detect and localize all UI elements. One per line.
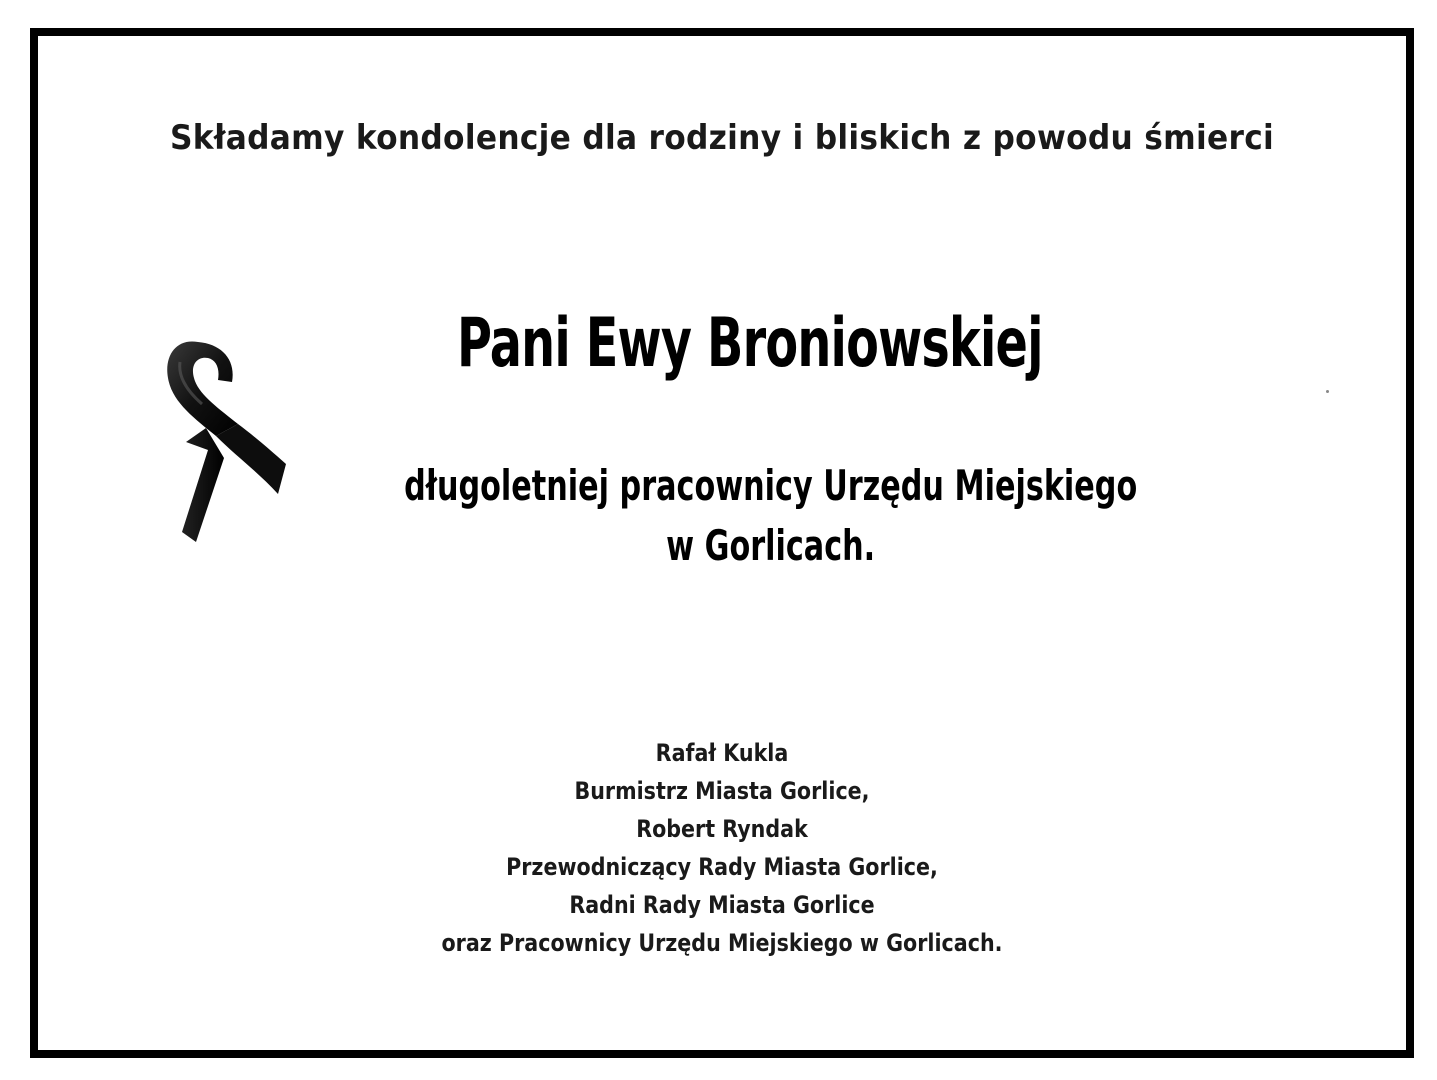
role-line-2: w Gorlicach.: [666, 521, 876, 570]
signatories-block: [134, 734, 1310, 962]
role-line-1: długoletniej pracownicy Urzędu Miejskiego: [404, 461, 1138, 510]
signatory-line: Rafał Kukla: [655, 739, 789, 767]
condolence-header: Składamy kondolencje dla rodziny i bliskich z powodu śmierci: [169, 118, 1275, 158]
signatory-line: Przewodniczący Rady Miasta Gorlice,: [506, 853, 938, 881]
condolence-card-frame: [30, 28, 1414, 1058]
signatory-line: Radni Rady Miasta Gorlice: [569, 891, 875, 919]
signatory-line: Robert Ryndak: [636, 815, 808, 843]
signatory-line: Burmistrz Miasta Gorlice,: [574, 777, 870, 805]
signatory-line: oraz Pracownicy Urzędu Miejskiego w Gorlicach.: [441, 929, 1003, 957]
deceased-name: Pani Ewy Broniowskiej: [456, 304, 1043, 383]
deceased-role: [249, 456, 1234, 576]
stray-mark: [1326, 390, 1329, 393]
